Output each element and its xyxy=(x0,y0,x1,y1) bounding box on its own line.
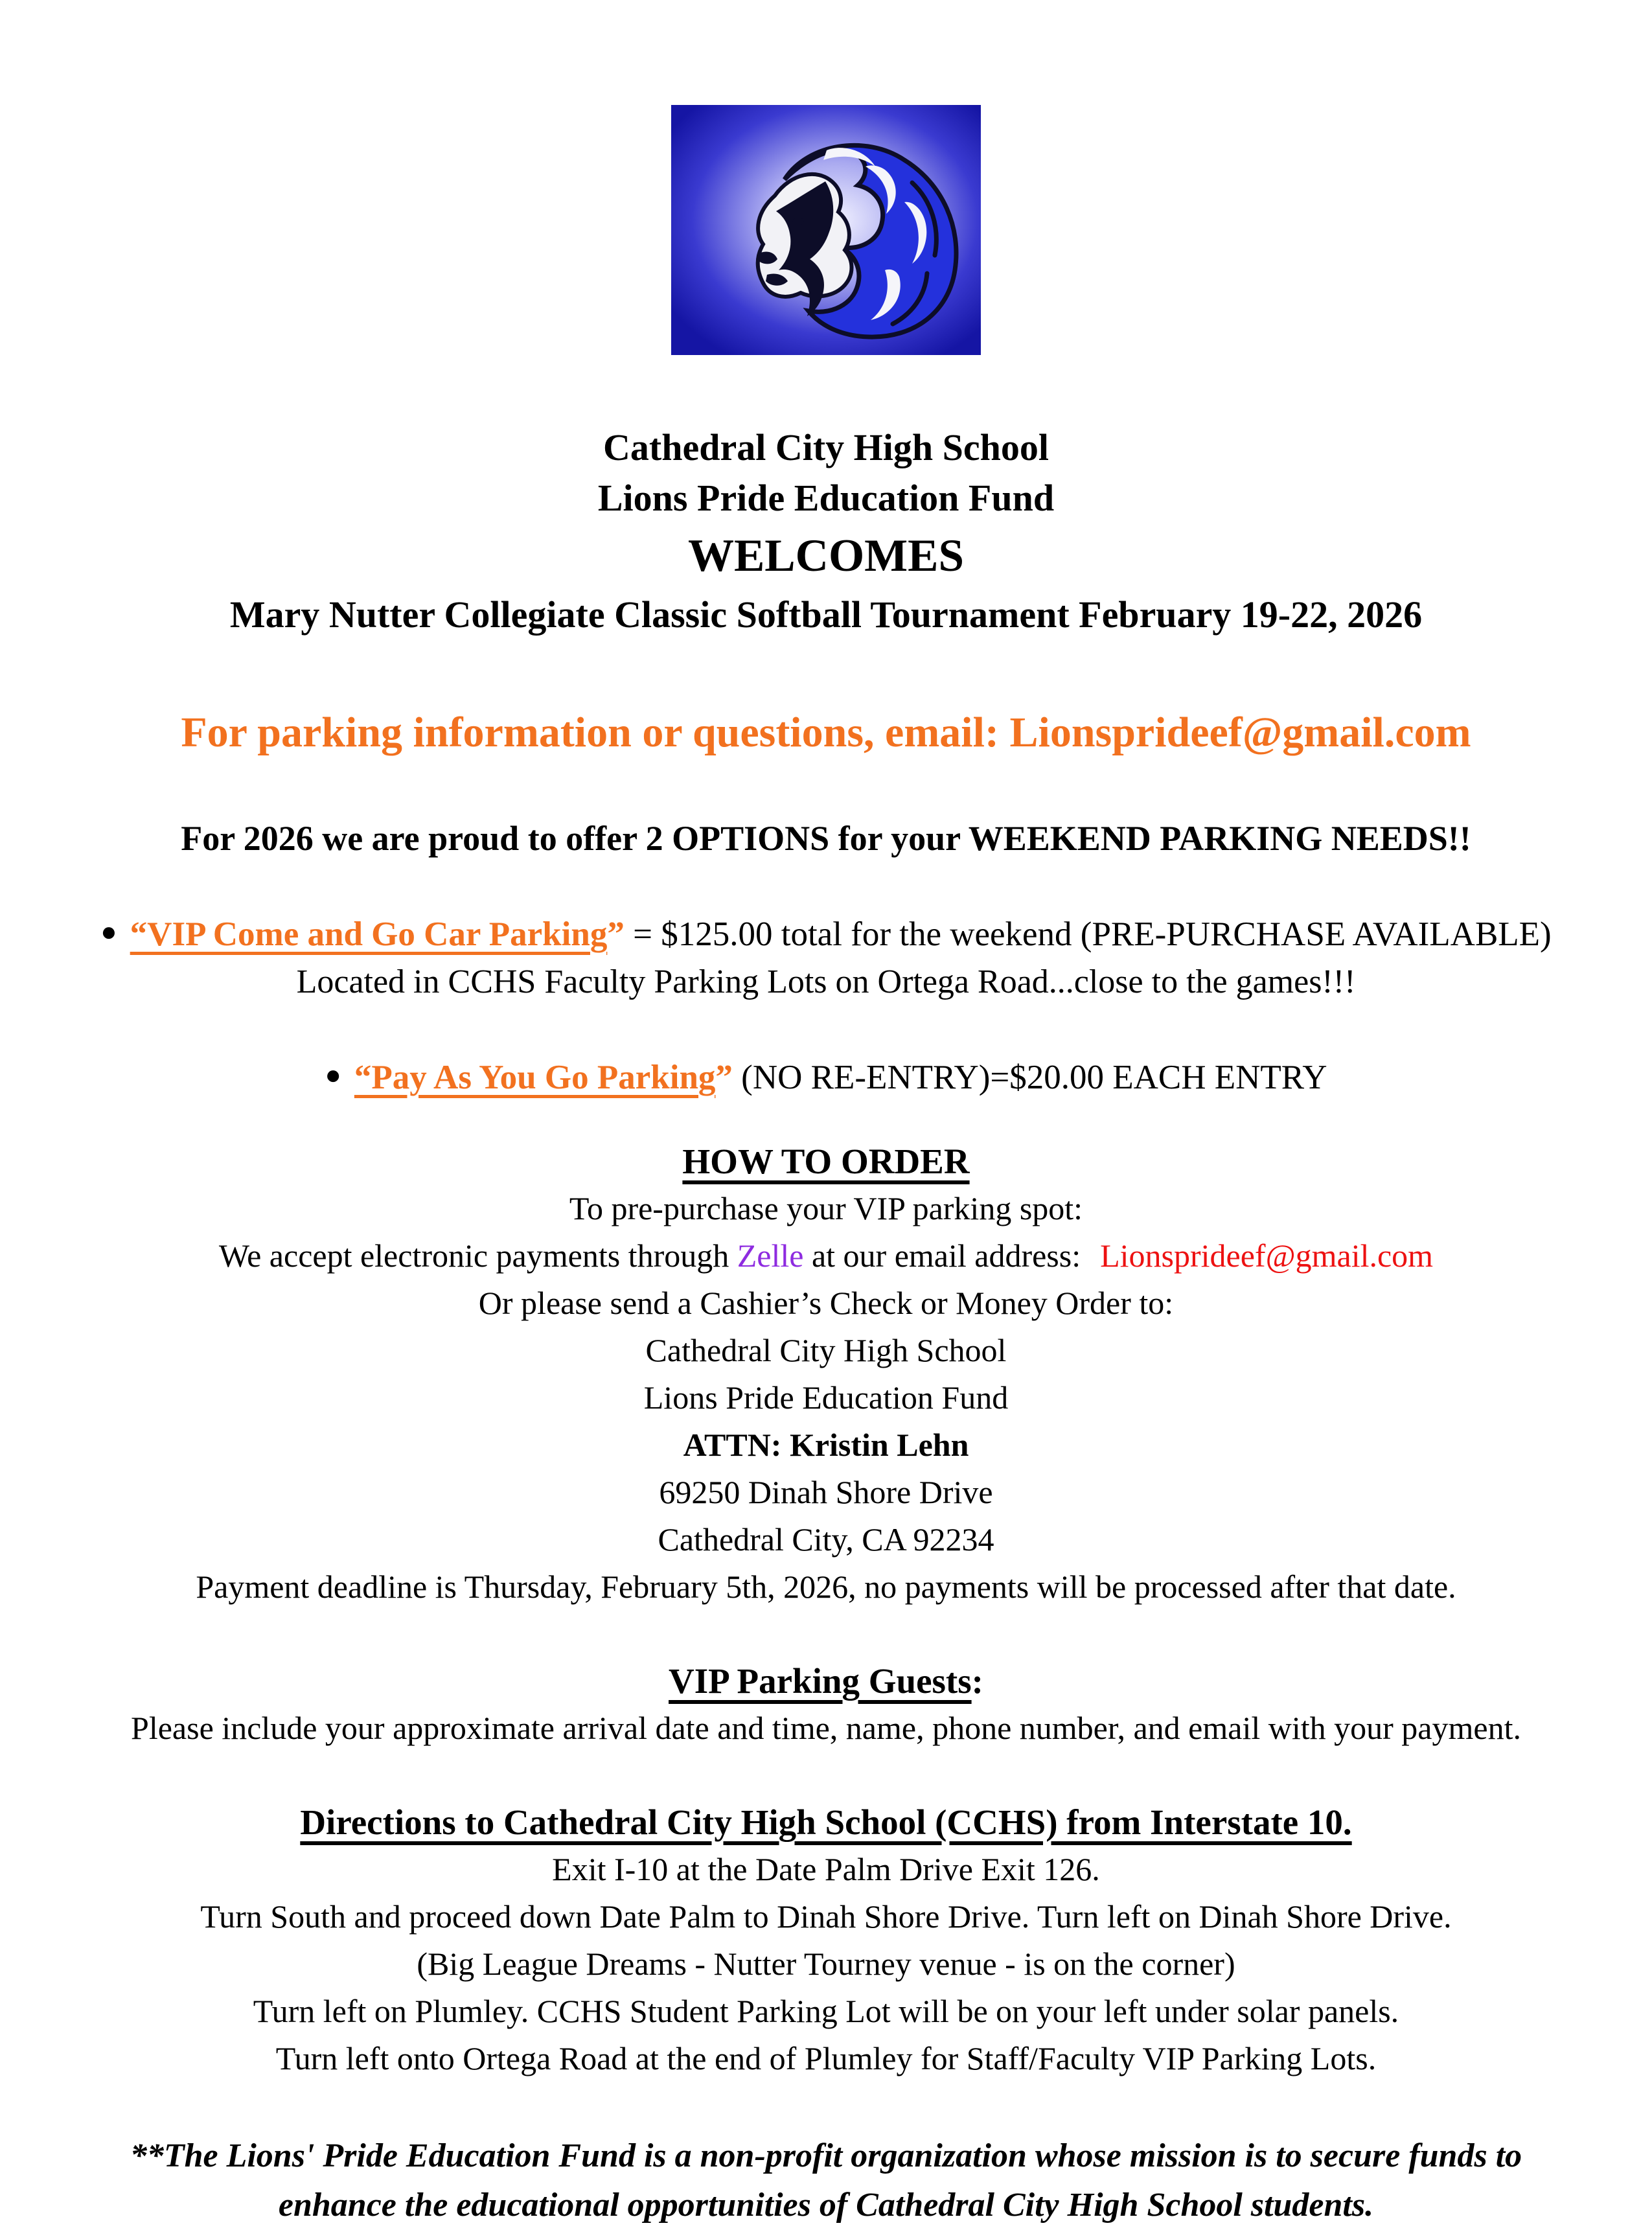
vip-guests-heading: VIP Parking Guests: xyxy=(669,1661,983,1701)
direction-step-1: Exit I-10 at the Date Palm Drive Exit 126. xyxy=(552,1851,1100,1887)
vip-guests-section xyxy=(0,1657,1652,1752)
zelle-brand-text: Zelle xyxy=(737,1237,804,1274)
title-block xyxy=(0,422,1652,641)
address-line-city: Cathedral City, CA 92234 xyxy=(658,1521,994,1558)
direction-step-5: Turn left onto Ortega Road at the end of Plumley for Staff/Faculty VIP Parking Lots. xyxy=(275,2040,1377,2076)
welcomes-line: WELCOMES xyxy=(687,531,965,581)
address-line-street: 69250 Dinah Shore Drive xyxy=(659,1474,993,1510)
direction-step-3: (Big League Dreams - Nutter Tourney venue - is on the corner) xyxy=(417,1946,1235,1982)
tournament-line: Mary Nutter Collegiate Classic Softball Tournament February 19-22, 2026 xyxy=(229,593,1423,636)
fund-name-line: Lions Pride Education Fund xyxy=(597,477,1055,519)
payment-deadline-line: Payment deadline is Thursday, February 5th, 2026, no payments will be processed after that date. xyxy=(196,1569,1456,1605)
zelle-line-prefix: We accept electronic payments through xyxy=(218,1237,737,1274)
bullet-icon: ● xyxy=(325,1061,341,1090)
paygo-option-line xyxy=(0,1052,1652,1101)
school-name-line: Cathedral City High School xyxy=(603,426,1049,468)
vip-option-line xyxy=(0,909,1652,958)
vip-guests-note: Please include your approximate arrival date and time, name, phone number, and email with your payment. xyxy=(131,1710,1521,1746)
zelle-line-middle: at our email address: xyxy=(803,1237,1081,1274)
payment-email-text: Lionsprideef@gmail.com xyxy=(1100,1237,1434,1274)
direction-step-2: Turn South and proceed down Date Palm to Dinah Shore Drive. Turn left on Dinah Shore Drive. xyxy=(200,1898,1452,1935)
address-line-fund: Lions Pride Education Fund xyxy=(643,1379,1009,1416)
vip-option-location: Located in CCHS Faculty Parking Lots on Ortega Road...close to the games!!! xyxy=(296,963,1356,1000)
paygo-option-price: (NO RE-ENTRY)=$20.00 EACH ENTRY xyxy=(732,1059,1327,1096)
paygo-option-label: “Pay As You Go Parking xyxy=(354,1059,716,1096)
lion-head-icon xyxy=(671,105,981,355)
vip-option xyxy=(0,909,1652,1006)
directions-section xyxy=(0,1799,1652,2082)
how-to-order-heading: HOW TO ORDER xyxy=(682,1142,970,1181)
vip-option-label-quote: ” xyxy=(607,915,625,953)
vip-guests-heading-colon: : xyxy=(971,1661,983,1701)
order-zelle-line xyxy=(0,1232,1652,1280)
vip-option-label: “VIP Come and Go Car Parking xyxy=(130,915,608,953)
direction-step-4: Turn left on Plumley. CCHS Student Parking Lot will be on your left under solar panels. xyxy=(253,1993,1399,2029)
paygo-option xyxy=(0,1052,1652,1101)
bullet-icon: ● xyxy=(100,917,117,947)
options-intro-line: For 2026 we are proud to offer 2 OPTIONS for your WEEKEND PARKING NEEDS!! xyxy=(181,819,1471,858)
directions-heading: Directions to Cathedral City High School (CCHS) from Interstate 10. xyxy=(300,1802,1352,1842)
cchs-lion-logo xyxy=(671,105,981,355)
order-prepurchase-line: To pre-purchase your VIP parking spot: xyxy=(569,1190,1083,1226)
how-to-order-section xyxy=(0,1138,1652,1611)
paygo-option-label-quote: ” xyxy=(715,1059,733,1096)
address-line-school: Cathedral City High School xyxy=(645,1332,1007,1368)
nonprofit-note: **The Lions' Pride Education Fund is a non-profit organization whose mission is to secure funds to enhance the educational opportunities of Cathedral City High School students. xyxy=(130,2137,1522,2224)
address-line-attn: ATTN: Kristin Lehn xyxy=(683,1427,969,1463)
order-check-line: Or please send a Cashier’s Check or Money Order to: xyxy=(478,1285,1174,1321)
vip-option-price: = $125.00 total for the weekend (PRE-PURCHASE AVAILABLE) xyxy=(624,915,1552,953)
parking-contact-line: For parking information or questions, email: Lionsprideef@gmail.com xyxy=(181,709,1471,756)
